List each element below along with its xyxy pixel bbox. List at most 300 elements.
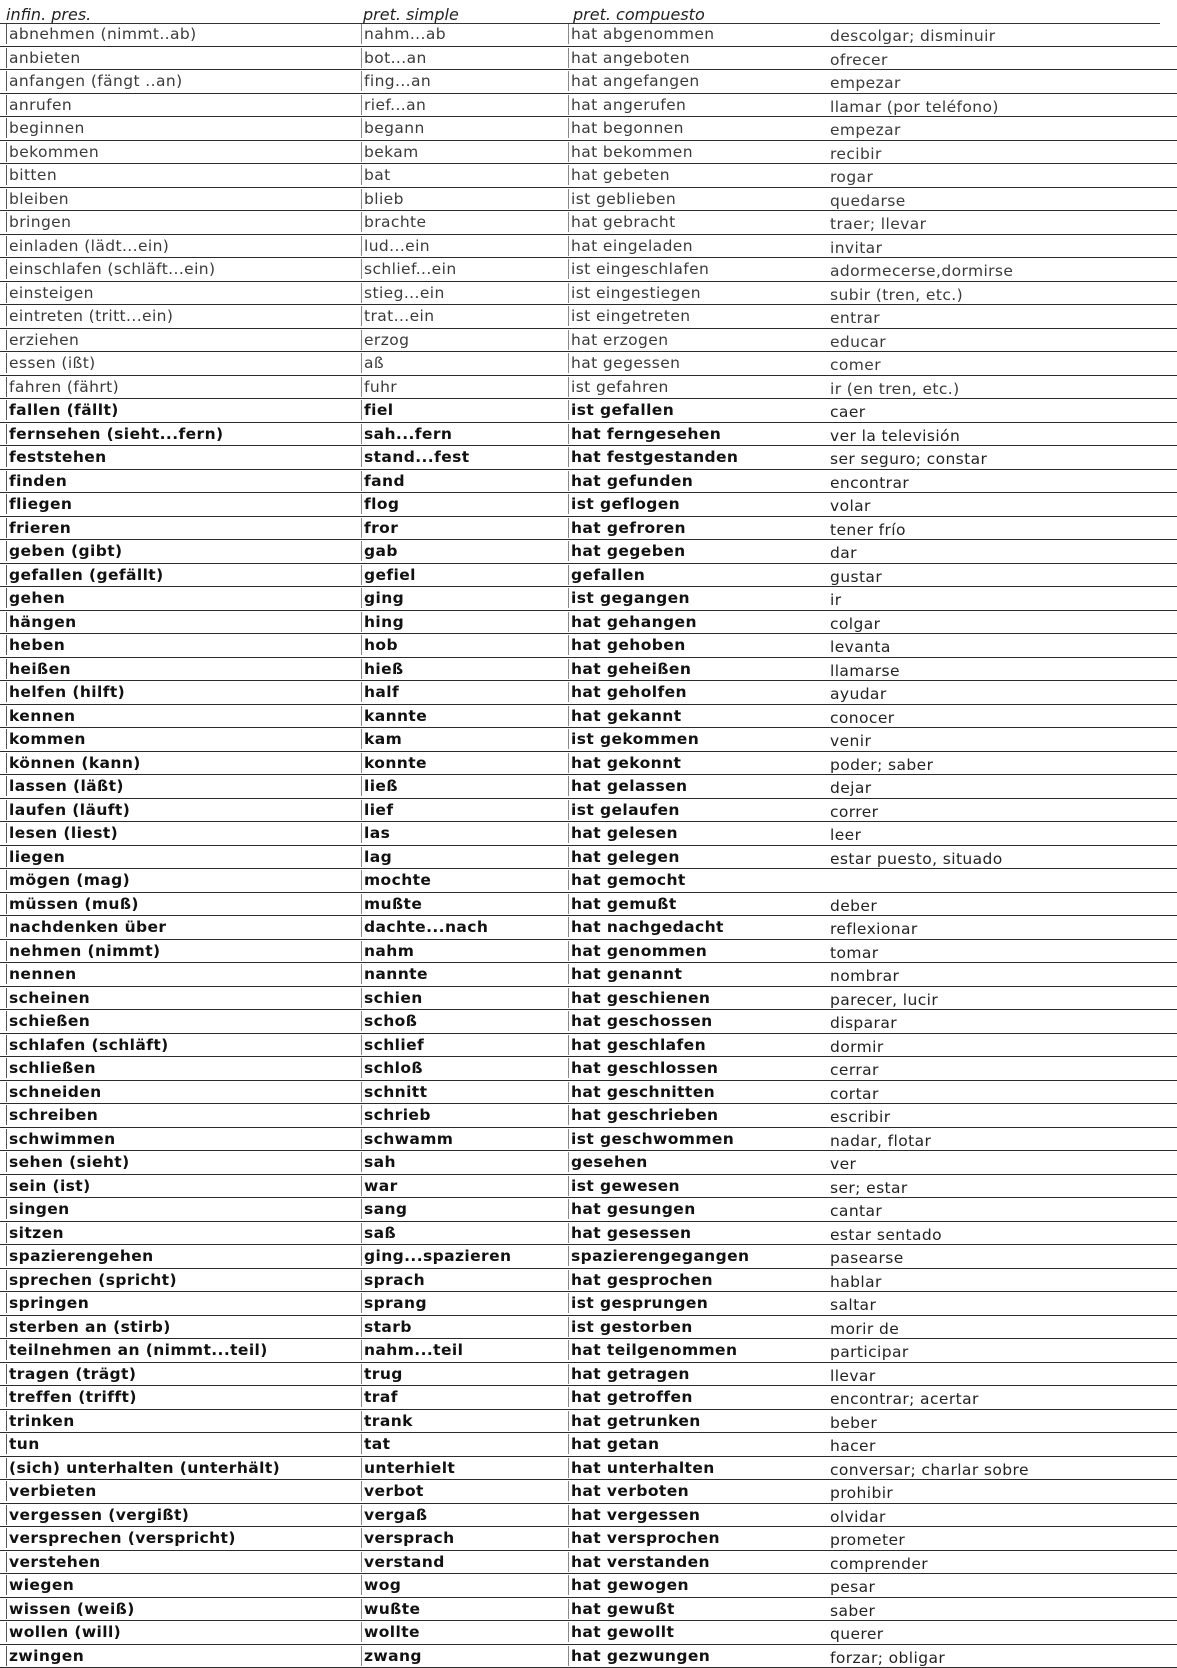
preterite-cell: verstand [361,1552,445,1572]
perfect-cell: hat gebeten [568,165,670,185]
table-row [0,258,1177,282]
translation-cell: querer [830,1625,884,1643]
perfect-cell: hat gewußt [568,1599,675,1619]
perfect-cell: hat geschlafen [568,1035,706,1055]
preterite-cell: fuhr [361,377,397,397]
perfect-cell: ist geblieben [568,189,676,209]
perfect-cell: hat begonnen [568,118,684,138]
translation-cell: escribir [830,1108,891,1126]
infinitive-cell: wissen (weiß) [6,1599,135,1619]
perfect-cell: hat getrunken [568,1411,701,1431]
translation-cell: ir [830,591,841,609]
perfect-cell: hat nachgedacht [568,917,724,937]
translation-cell: conocer [830,709,895,727]
table-row [0,1175,1177,1199]
table-row [0,893,1177,917]
perfect-cell: ist gegangen [568,588,690,608]
preterite-cell: nahm...teil [361,1340,463,1360]
preterite-cell: wollte [361,1622,420,1642]
table-row [0,1151,1177,1175]
translation-cell: estar puesto, situado [830,850,1003,868]
table-row [0,705,1177,729]
translation-cell: cerrar [830,1061,879,1079]
preterite-cell: schoß [361,1011,417,1031]
table-row [0,23,1177,47]
preterite-cell: erzog [361,330,409,350]
perfect-cell: hat gefunden [568,471,693,491]
table-row [0,658,1177,682]
table-row [0,305,1177,329]
table-row [0,1504,1177,1528]
preterite-cell: wußte [361,1599,420,1619]
preterite-cell: rief...an [361,95,426,115]
infinitive-cell: schlafen (schläft) [6,1035,169,1055]
infinitive-cell: einschlafen (schläft...ein) [6,259,215,279]
translation-cell: empezar [830,121,901,139]
preterite-cell: starb [361,1317,412,1337]
infinitive-cell: schließen [6,1058,96,1078]
perfect-cell: hat bekommen [568,142,693,162]
translation-cell: dormir [830,1038,884,1056]
infinitive-cell: nehmen (nimmt) [6,941,161,961]
table-row [0,634,1177,658]
preterite-cell: schrieb [361,1105,431,1125]
perfect-cell: ist gesprungen [568,1293,708,1313]
table-row [0,775,1177,799]
table-row [0,752,1177,776]
table-row [0,940,1177,964]
translation-cell: ser; estar [830,1179,908,1197]
perfect-cell: hat erzogen [568,330,668,350]
translation-cell: invitar [830,239,882,257]
translation-cell: hacer [830,1437,876,1455]
preterite-cell: fing...an [361,71,431,91]
table-row [0,822,1177,846]
table-row [0,94,1177,118]
translation-cell: subir (tren, etc.) [830,286,963,304]
translation-cell: rogar [830,168,873,186]
perfect-cell: ist eingetreten [568,306,691,326]
infinitive-cell: essen (ißt) [6,353,96,373]
perfect-cell: ist geschwommen [568,1129,734,1149]
translation-cell: caer [830,403,866,421]
preterite-cell: sprang [361,1293,427,1313]
translation-cell: ver [830,1155,856,1173]
table-row [0,1104,1177,1128]
translation-cell: venir [830,732,871,750]
infinitive-cell: treffen (trifft) [6,1387,137,1407]
perfect-cell: hat gewollt [568,1622,674,1642]
preterite-cell: nahm...ab [361,24,446,44]
table-row [0,188,1177,212]
infinitive-cell: tun [6,1434,40,1454]
preterite-cell: war [361,1176,398,1196]
infinitive-cell: gehen [6,588,65,608]
table-row [0,681,1177,705]
table-row [0,1574,1177,1598]
table-row [0,376,1177,400]
table-row [0,1245,1177,1269]
translation-cell: saber [830,1602,875,1620]
infinitive-cell: versprechen (verspricht) [6,1528,236,1548]
table-row [0,1527,1177,1551]
translation-cell: empezar [830,74,901,92]
infinitive-cell: können (kann) [6,753,141,773]
translation-cell: dejar [830,779,872,797]
perfect-cell: hat geschienen [568,988,710,1008]
translation-cell: nombrar [830,967,899,985]
infinitive-cell: sprechen (spricht) [6,1270,177,1290]
preterite-cell: verbot [361,1481,424,1501]
preterite-cell: schwamm [361,1129,453,1149]
translation-cell: olvidar [830,1508,886,1526]
translation-cell: reflexionar [830,920,918,938]
infinitive-cell: schwimmen [6,1129,116,1149]
preterite-cell: ließ [361,776,398,796]
preterite-cell: gab [361,541,398,561]
infinitive-cell: bringen [6,212,71,232]
infinitive-cell: fallen (fällt) [6,400,119,420]
infinitive-cell: geben (gibt) [6,541,123,561]
translation-cell: nadar, flotar [830,1132,931,1150]
perfect-cell: hat ferngesehen [568,424,721,444]
translation-cell: ayudar [830,685,887,703]
preterite-cell: bat [361,165,391,185]
translation-cell: llamarse [830,662,900,680]
preterite-cell: konnte [361,753,427,773]
perfect-cell: hat gemußt [568,894,677,914]
preterite-cell: sprach [361,1270,425,1290]
infinitive-cell: verstehen [6,1552,101,1572]
infinitive-cell: kennen [6,706,75,726]
preterite-cell: hieß [361,659,404,679]
table-row [0,1339,1177,1363]
infinitive-cell: singen [6,1199,70,1219]
perfect-cell: hat gezwungen [568,1646,710,1666]
table-row [0,517,1177,541]
table-row [0,235,1177,259]
perfect-cell: hat gesprochen [568,1270,713,1290]
infinitive-cell: schreiben [6,1105,98,1125]
translation-cell: poder; saber [830,756,933,774]
perfect-cell: hat geheißen [568,659,691,679]
infinitive-cell: wollen (will) [6,1622,121,1642]
infinitive-cell: springen [6,1293,89,1313]
preterite-cell: vergaß [361,1505,427,1525]
translation-cell: cantar [830,1202,882,1220]
table-row [0,1363,1177,1387]
infinitive-cell: sein (ist) [6,1176,91,1196]
translation-cell: pasearse [830,1249,904,1267]
preterite-cell: gefiel [361,565,416,585]
preterite-cell: schnitt [361,1082,427,1102]
preterite-cell: traf [361,1387,398,1407]
translation-cell: colgar [830,615,880,633]
preterite-cell: begann [361,118,425,138]
translation-cell: recibir [830,145,882,163]
perfect-cell: hat eingeladen [568,236,693,256]
translation-cell: prometer [830,1531,905,1549]
perfect-cell: hat genannt [568,964,682,984]
preterite-cell: sah...fern [361,424,452,444]
translation-cell: tener frío [830,521,906,539]
header-preterite: pret. simple [363,5,459,24]
translation-cell: descolgar; disminuir [830,27,996,45]
infinitive-cell: nennen [6,964,77,984]
table-row [0,869,1177,893]
preterite-cell: stieg...ein [361,283,445,303]
preterite-cell: flog [361,494,399,514]
table-row [0,1316,1177,1340]
translation-cell: disparar [830,1014,897,1032]
perfect-cell: hat genommen [568,941,707,961]
table-row [0,1598,1177,1622]
table-row [0,1410,1177,1434]
table-row [0,423,1177,447]
header-perfect: pret. compuesto [573,5,705,24]
translation-cell: ser seguro; constar [830,450,987,468]
table-row [0,47,1177,71]
preterite-cell: schlief [361,1035,424,1055]
infinitive-cell: hängen [6,612,77,632]
table-row [0,493,1177,517]
infinitive-cell: anrufen [6,95,72,115]
infinitive-cell: spazierengehen [6,1246,154,1266]
infinitive-cell: schneiden [6,1082,102,1102]
infinitive-cell: verbieten [6,1481,97,1501]
infinitive-cell: frieren [6,518,71,538]
translation-cell: beber [830,1414,877,1432]
infinitive-cell: einsteigen [6,283,94,303]
perfect-cell: hat verboten [568,1481,689,1501]
preterite-cell: trank [361,1411,413,1431]
table-row [0,1621,1177,1645]
translation-cell: entrar [830,309,880,327]
infinitive-cell: sitzen [6,1223,64,1243]
preterite-cell: fand [361,471,405,491]
table-row [0,1081,1177,1105]
preterite-cell: hing [361,612,404,632]
table-row [0,587,1177,611]
preterite-cell: stand...fest [361,447,470,467]
preterite-cell: sang [361,1199,407,1219]
infinitive-cell: fliegen [6,494,72,514]
table-row [0,164,1177,188]
perfect-cell: gesehen [568,1152,648,1172]
preterite-cell: zwang [361,1646,422,1666]
table-row [0,1457,1177,1481]
preterite-cell: unterhielt [361,1458,455,1478]
infinitive-cell: feststehen [6,447,107,467]
preterite-cell: nannte [361,964,428,984]
preterite-cell: trat...ein [361,306,434,326]
preterite-cell: mochte [361,870,431,890]
translation-cell: correr [830,803,878,821]
preterite-cell: lud...ein [361,236,430,256]
preterite-cell: fiel [361,400,393,420]
translation-cell: parecer, lucir [830,991,938,1009]
perfect-cell: hat gegessen [568,353,680,373]
translation-cell: encontrar; acertar [830,1390,979,1408]
perfect-cell: hat getan [568,1434,659,1454]
translation-cell: educar [830,333,886,351]
preterite-cell: ging...spazieren [361,1246,511,1266]
perfect-cell: hat geholfen [568,682,687,702]
infinitive-cell: einladen (lädt...ein) [6,236,169,256]
table-row [0,1128,1177,1152]
infinitive-cell: sterben an (stirb) [6,1317,171,1337]
perfect-cell: ist eingeschlafen [568,259,709,279]
infinitive-cell: helfen (hilft) [6,682,125,702]
translation-cell: comprender [830,1555,928,1573]
table-row [0,1269,1177,1293]
infinitive-cell: zwingen [6,1646,84,1666]
table-row [0,1010,1177,1034]
translation-cell: quedarse [830,192,906,210]
infinitive-cell: liegen [6,847,65,867]
perfect-cell: hat gelassen [568,776,687,796]
preterite-cell: lag [361,847,392,867]
table-row [0,141,1177,165]
infinitive-cell: vergessen (vergißt) [6,1505,189,1525]
perfect-cell: ist gefallen [568,400,674,420]
translation-cell: comer [830,356,881,374]
table-row [0,1034,1177,1058]
table-row [0,446,1177,470]
preterite-cell: blieb [361,189,404,209]
table-row [0,1551,1177,1575]
table-row [0,1198,1177,1222]
infinitive-cell: bekommen [6,142,99,162]
perfect-cell: hat gewogen [568,1575,689,1595]
perfect-cell: hat gegeben [568,541,686,561]
translation-cell: pesar [830,1578,875,1596]
translation-cell: adormecerse,dormirse [830,262,1013,280]
infinitive-cell: lassen (läßt) [6,776,124,796]
table-row [0,728,1177,752]
perfect-cell: hat geschnitten [568,1082,715,1102]
perfect-cell: hat gefroren [568,518,686,538]
perfect-cell: hat teilgenommen [568,1340,737,1360]
translation-cell: estar sentado [830,1226,942,1244]
perfect-cell: hat gehangen [568,612,697,632]
verb-table-body [0,23,1177,1668]
preterite-cell: brachte [361,212,426,232]
table-row [0,963,1177,987]
infinitive-cell: heißen [6,659,71,679]
table-row [0,1480,1177,1504]
table-row [0,1292,1177,1316]
translation-cell: llamar (por teléfono) [830,98,999,116]
perfect-cell: ist eingestiegen [568,283,701,303]
perfect-cell: hat vergessen [568,1505,700,1525]
translation-cell: gustar [830,568,882,586]
infinitive-cell: bleiben [6,189,69,209]
table-row [0,564,1177,588]
translation-cell: volar [830,497,871,515]
infinitive-cell: mögen (mag) [6,870,130,890]
preterite-cell: kannte [361,706,427,726]
translation-cell: llevar [830,1367,876,1385]
preterite-cell: schien [361,988,423,1008]
perfect-cell: ist gewesen [568,1176,680,1196]
perfect-cell: ist gelaufen [568,800,680,820]
translation-cell: ver la televisión [830,427,960,445]
preterite-cell: nahm [361,941,414,961]
perfect-cell: hat getroffen [568,1387,693,1407]
translation-cell: saltar [830,1296,876,1314]
infinitive-cell: anfangen (fängt ..an) [6,71,183,91]
preterite-cell: bekam [361,142,419,162]
preterite-cell: sah [361,1152,396,1172]
infinitive-cell: gefallen (gefällt) [6,565,164,585]
header-infinitive: infin. pres. [6,5,91,24]
table-row [0,1057,1177,1081]
translation-cell: hablar [830,1273,882,1291]
perfect-cell: hat gelegen [568,847,680,867]
infinitive-cell: tragen (trägt) [6,1364,136,1384]
translation-cell: ofrecer [830,51,888,69]
table-row [0,1433,1177,1457]
translation-cell: levanta [830,638,891,656]
perfect-cell: spazierengegangen [568,1246,749,1266]
preterite-cell: ging [361,588,404,608]
translation-cell: prohibir [830,1484,893,1502]
perfect-cell: hat gesessen [568,1223,691,1243]
perfect-cell: hat angefangen [568,71,700,91]
preterite-cell: lief [361,800,393,820]
table-row [0,1222,1177,1246]
table-row [0,70,1177,94]
preterite-cell: wog [361,1575,401,1595]
perfect-cell: hat gesungen [568,1199,696,1219]
perfect-cell: hat gemocht [568,870,686,890]
infinitive-cell: abnehmen (nimmt..ab) [6,24,197,44]
preterite-cell: kam [361,729,402,749]
perfect-cell: hat gebracht [568,212,676,232]
translation-cell: conversar; charlar sobre [830,1461,1029,1479]
infinitive-cell: schießen [6,1011,90,1031]
infinitive-cell: müssen (muß) [6,894,139,914]
table-row [0,611,1177,635]
translation-cell: tomar [830,944,879,962]
infinitive-cell: erziehen [6,330,79,350]
perfect-cell: hat gekannt [568,706,682,726]
table-row [0,916,1177,940]
perfect-cell: hat unterhalten [568,1458,715,1478]
perfect-cell: hat festgestanden [568,447,738,467]
perfect-cell: ist gefahren [568,377,669,397]
perfect-cell: hat angeboten [568,48,690,68]
perfect-cell: ist gestorben [568,1317,693,1337]
translation-cell: traer; llevar [830,215,926,233]
translation-cell: morir de [830,1320,899,1338]
infinitive-cell: kommen [6,729,86,749]
table-row [0,352,1177,376]
preterite-cell: schloß [361,1058,423,1078]
translation-cell: deber [830,897,877,915]
table-row [0,799,1177,823]
table-row [0,211,1177,235]
table-row [0,1645,1177,1668]
perfect-cell: hat getragen [568,1364,690,1384]
preterite-cell: schlief...ein [361,259,457,279]
table-row [0,399,1177,423]
translation-cell: forzar; obligar [830,1649,945,1667]
preterite-cell: saß [361,1223,396,1243]
translation-cell: ir (en tren, etc.) [830,380,960,398]
translation-cell: dar [830,544,857,562]
